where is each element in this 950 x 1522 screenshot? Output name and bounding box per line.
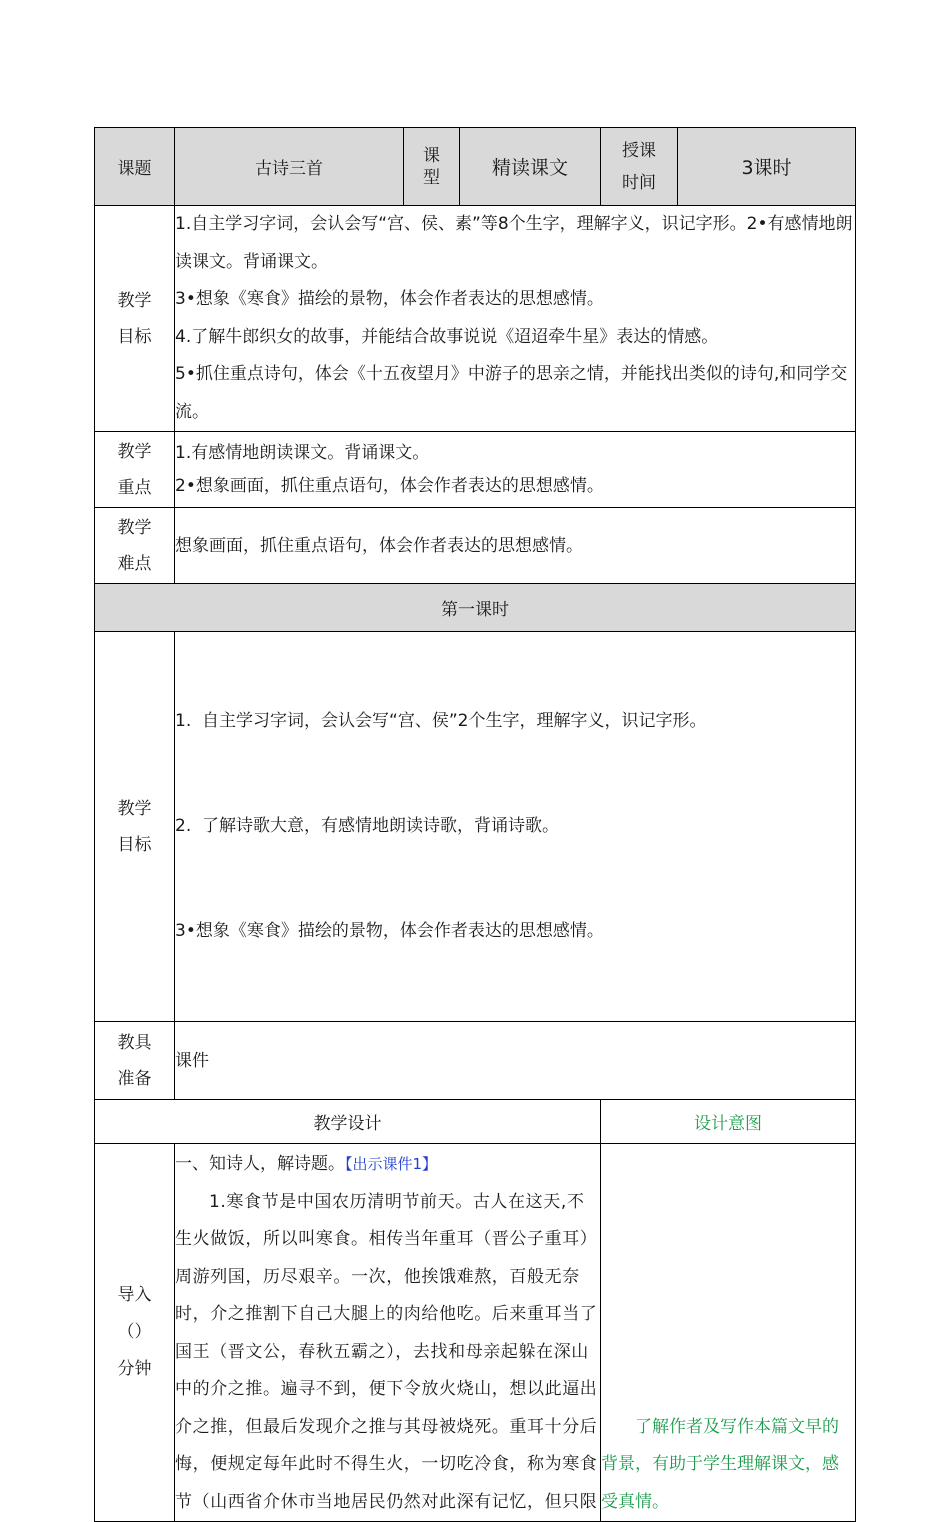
step-title: 一、知诗人，解诗题。 [175, 1154, 345, 1174]
step-heading [175, 1146, 600, 1184]
key-label-1: 教学 [117, 441, 152, 462]
key-point-item: 2•想象画面，抓住重点语句，体会作者表达的思想感情。 [175, 475, 604, 496]
key-points-content [175, 432, 856, 508]
tools-label-1: 教具 [117, 1032, 152, 1053]
design-header: 教学设计 [95, 1100, 601, 1144]
lesson1-goals-label [95, 632, 175, 1022]
time-label-line-2: 时间 [622, 172, 656, 193]
key-label-2: 重点 [117, 477, 152, 498]
overall-goals-label-1: 教学 [117, 290, 152, 311]
intro-intent-content [601, 1144, 856, 1522]
intent-text: 了解作者及写作本篇文早的背景，有助于学生理解课文，感受真情。 [601, 1416, 839, 1512]
intro-row [95, 1144, 856, 1522]
subject-label: 课题 [95, 128, 175, 206]
intro-label [95, 1144, 175, 1522]
lesson1-goal-item: 2. 了解诗歌大意，有感情地朗读诗歌，背诵诗歌。 [175, 816, 560, 836]
step-text: 1.寒食节是中国农历清明节前天。古人在这天,不生火做饭，所以叫寒食。相传当年重耳（晋公子重耳）周游列国，历尽艰辛。一次，他挨饿难熬，百般无奈时，介之推割下自己大腿上的肉给他吃。后来重耳当了国王（晋文公，春秋五霸之），去找和母亲起躲在深山中的介之推。遍寻不到，便下令放火烧山，想以此逼出介之推，但最后发现介之推与其母被烧死。重耳十分后悔，便规定每年此时不得生火，一切吃冷食，称为寒食节（山西省介休市当地居民仍然对此深有记忆，但只限 [175, 1191, 598, 1512]
intro-label-1: 导入 [117, 1285, 152, 1305]
lesson1-goals-label-1: 教学 [117, 798, 152, 819]
subject-value: 古诗三首 [175, 128, 404, 206]
overall-goal-item: 5•抓住重点诗句，体会《十五夜望月》中游子的思亲之情，并能找出类似的诗句,和同学交流。 [175, 364, 848, 422]
lesson1-goals-label-2: 目标 [117, 834, 152, 855]
intro-label-2: （） [117, 1322, 152, 1342]
lesson1-goal-item: 3•想象《寒食》描绘的景物，体会作者表达的思想感情。 [175, 921, 604, 941]
tools-content: 课件 [175, 1022, 856, 1100]
lesson1-title-row [95, 584, 856, 632]
overall-goal-item: 4.了解牛郎织女的故事，并能结合故事说说《迢迢牵牛星》表达的情感。 [175, 326, 719, 347]
difficulty-row [95, 508, 856, 584]
key-points-row [95, 432, 856, 508]
overall-goals-content [175, 206, 856, 432]
lesson-plan-table [94, 127, 856, 1522]
difficulty-label [95, 508, 175, 584]
key-points-label [95, 432, 175, 508]
difficulty-label-1: 教学 [117, 517, 152, 538]
step-tag: 【出示课件1】 [345, 1155, 438, 1173]
overall-goals-row [95, 206, 856, 432]
difficulty-content: 想象画面，抓住重点语句，体会作者表达的思想感情。 [175, 508, 856, 584]
design-header-row [95, 1100, 856, 1144]
lesson1-title: 第一课时 [95, 584, 856, 632]
tools-label [95, 1022, 175, 1100]
overall-goal-item: 1.自主学习字词，会认会写“宫、侯、素”等8个生字，理解字义，识记字形。2•有感情地朗读课文。背诵课文。 [175, 214, 853, 272]
overall-goal-item: 3•想象《寒食》描绘的景物，体会作者表达的思想感情。 [175, 289, 604, 309]
intro-label-3: 分钟 [117, 1359, 152, 1379]
intent-header: 设计意图 [601, 1100, 856, 1144]
difficulty-label-2: 难点 [117, 553, 152, 574]
overall-goals-label-2: 目标 [117, 326, 152, 347]
type-label [404, 128, 460, 206]
key-point-item: 1.有感情地朗读课文。背诵课文。 [175, 442, 430, 463]
type-label-line-2: 型 [423, 167, 440, 188]
time-value: 3课时 [678, 128, 856, 206]
lesson1-goals-row [95, 632, 856, 1022]
type-value: 精读课文 [460, 128, 601, 206]
time-label-line-1: 授课 [622, 140, 656, 161]
tools-row [95, 1022, 856, 1100]
lesson1-goals-content [175, 632, 856, 1022]
lesson1-goal-item: 1. 自主学习字词，会认会写“宫、侯”2个生字，理解字义，识记字形。 [175, 711, 707, 731]
tools-label-2: 准备 [117, 1068, 152, 1089]
overall-goals-label [95, 206, 175, 432]
intro-design-content [175, 1144, 601, 1522]
header-row [95, 128, 856, 206]
time-label [601, 128, 678, 206]
type-label-line-1: 课 [423, 145, 440, 166]
